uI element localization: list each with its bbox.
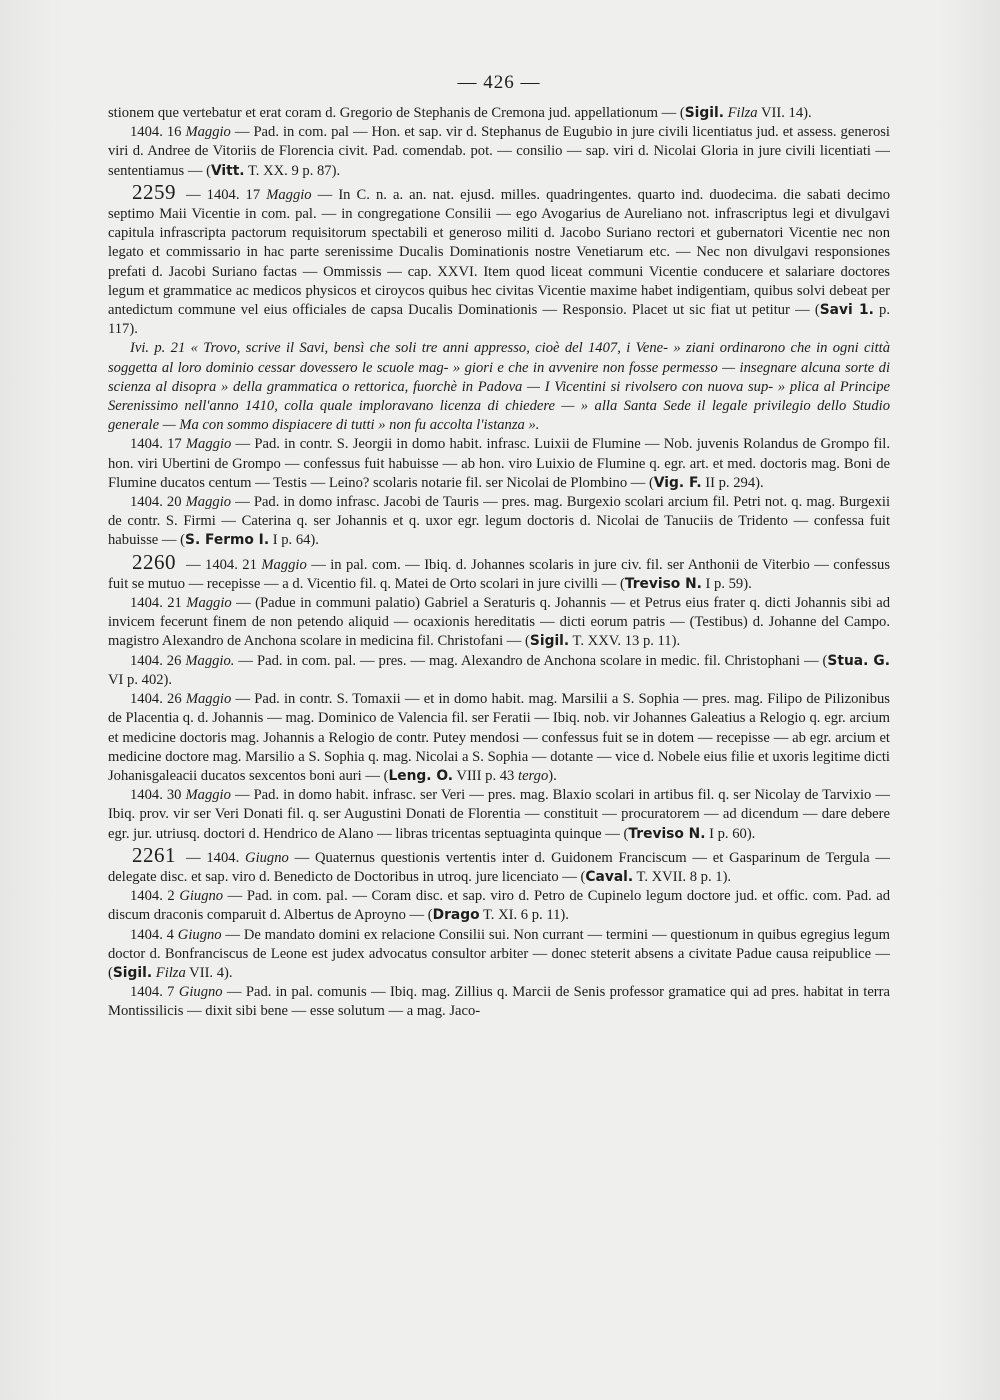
paragraph-text: 1404. 21 Maggio — (Padue in communi palatio) Gabriel a Seraturis q. Johannis — et Petrus eius frater q. dicti Johannis sibi ad invicem fecerunt finem de non petendo aliquid — ocaxionis hereditatis — dicti eorum patris — (Testibus) d. Johanne del Campo. magistro Alexandro de Anchona scolare in medicina fil. Christofani — (Sigil. T. XXV. 13 p. 11).	[108, 595, 890, 650]
paragraph	[108, 887, 890, 925]
paragraph-text: 1404. 26 Maggio — Pad. in contr. S. Tomaxii — et in domo habit. mag. Marsilii a S. Sophia — pres. mag. Filipo de Pilizonibus de Placentia q. d. Johannis — mag. Dominico de Valencia fil. ser Feratii — Ibiq. nob. vir Johannes Galeatius a Relogio q. egr. arcium et medicine doctoris mag. Johannis a Relogio de contr. Putey mendosi — confessus fuit se in dotem — recepisse — ab egr. arcium et medicine doctore mag. Marsilio a S. Sophia q. mag. Nicolai a S. Sophia — dotante — vice d. Nobele eius filie et uxoris legitime dicti Johanisgaleacii ducatos sexcentos boni auri — (Leng. O. VIII p. 43 tergo).	[108, 691, 890, 784]
paragraph-text: — 1404. Giugno — Quaternus questionis vertentis inter d. Guidonem Franciscum — et Gasparinum de Tergula — delegate disc. et sap. viro d. Benedicto de Doctoribus in utroq. jure licenciato — (Caval. T. XVII. 8 p. 1).	[108, 849, 890, 885]
paragraph	[108, 339, 890, 435]
paragraph	[108, 690, 890, 786]
paragraph	[108, 786, 890, 844]
page-number: — 426 —	[457, 72, 541, 93]
paragraph	[108, 926, 890, 984]
paragraph-text: stionem que vertebatur et erat coram d. Gregorio de Stephanis de Cremona jud. appellationum — (Sigil. Filza VII. 14).	[108, 105, 812, 121]
document-number: 2260	[132, 549, 176, 574]
paragraph-text: — 1404. 17 Maggio — In C. n. a. an. nat. ejusd. milles. quadringentes. quarto ind. duodecima. die sabati decimo septimo Maii Vicentie in com. pal. — in congregatione Consilii — ego Avogarius de Aureliano not. infrascriptus legi et divulgavi capitula infrascripta pactorum requisitorum spectabili et generoso militi d. Jacobo Suriano rectori et gubernatori Vicentie nec non legato et commissario in hac parte serenissime Ducalis Dominationis nostre Venetiarum etc. — Nec non divulgavi responsiones prefati d. Jacobi Suriano factas — Ommissis — cap. XXVI. Item quod liceat communi Vicentie conducere et salariare doctores legum et grammatice ac medicos physicos et ciroycos quibus hec civitas Vicentie maxime habet indigentiam, quibus solvi debeat per antedictum commune vel eius officiales de capsa Ducalis Dominationis — Responsio. Placet ut sic fiat ut petitur — (Savi 1. p. 117).	[108, 186, 891, 338]
paragraph-text: 1404. 17 Maggio — Pad. in contr. S. Jeorgii in domo habit. infrasc. Luixii de Flumine — Nob. juvenis Rolandus de Grompo fil. hon. viri Ubertini de Grompo — confessus fuit habuisse — ab hon. viro Luixio de Flumine q. egr. art. et med. doctoris mag. Boni de Flumine ducatos centum — Testis — Leino? scolaris notarie fil. ser Nicolai de Plombino — (Vig. F. II p. 294).	[108, 436, 890, 491]
document-number: 2261	[132, 842, 176, 867]
paragraph-text: 1404. 26 Maggio. — Pad. in com. pal. — pres. — mag. Alexandro de Anchona scolare in medic. fil. Christophani — (Stua. G. VI p. 402).	[108, 652, 891, 688]
paragraph	[108, 104, 890, 123]
paragraph-text: 1404. 4 Giugno — De mandato domini ex relacione Consilii sui. Non currant — termini — questionum in quibus egregius legum doctor d. Bonfranciscus de Leone est judex advocatus consultor arbiter — donec steterit absens a civitate Padue causa reipublice — (Sigil. Filza VII. 4).	[108, 926, 890, 981]
document-entry-2260	[108, 549, 891, 594]
document-entry-2259	[108, 179, 891, 340]
paragraph	[108, 983, 890, 1021]
paragraph	[108, 594, 890, 652]
document-entry-2261	[108, 842, 890, 887]
paragraph-text: 1404. 16 Maggio — Pad. in com. pal — Hon. et sap. vir d. Stephanus de Eugubio in jure civili licentiatus jud. et assess. generosi viri d. Andree de Vitoriis de Florencia civit. Pad. comendab. pot. — consilio — sap. viri d. Nicolai Gloria in jure civili licentiati — sententiamus — (Vitt. T. XX. 9 p. 87).	[108, 124, 890, 179]
paragraph	[108, 435, 890, 493]
paragraph	[108, 123, 890, 181]
document-body	[108, 104, 890, 1022]
document-number: 2259	[132, 179, 176, 204]
paragraph-text: 1404. 2 Giugno — Pad. in com. pal. — Coram disc. et sap. viro d. Petro de Cupinelo legum doctore jud. et offic. com. Pad. ad discum draconis comparuit d. Albertus de Aproyno — (Drago T. XI. 6 p. 11).	[108, 888, 890, 924]
paragraph	[108, 493, 890, 551]
paragraph-text: 1404. 7 Giugno — Pad. in pal. comunis — Ibiq. mag. Zillius q. Marcii de Senis professor gramatice qui ad pres. habitat in terra Montissilicis — dixit sibi bene — esse solutum — a mag. Jaco-	[108, 984, 890, 1020]
paragraph-text: — 1404. 21 Maggio — in pal. com. — Ibiq. d. Johannes scolaris in jure civ. fil. ser Anthonii de Viterbio — confessus fuit se mutuo — recepisse — a d. Vicentio fil. q. Matei de Orto scolari in jure civilli — (Treviso N. I p. 59).	[108, 556, 891, 592]
paragraph-text: Ivi. p. 21 « Trovo, scrive il Savi, bensì che soli tre anni appresso, cioè del 1407, i Vene- » ziani ordinarono che in ogni città soggetta al loro dominio cessar dovessero le scuole mag- » giori e che in avvenire non fosse permesso — insegnare alcuna sorte di scienza al disopra » della grammatica o rettorica, fuorchè in Padova — I Vicentini si rivolsero con nuova sup- » plica al Principe Serenissimo nell'anno 1410, colla quale imploravano licenza di chiedere — » alla Santa Sede il legale privilegio dello Studio generale — Ma con sommo dispiacere di tutti » non fu accolta l'istanza ».	[108, 340, 890, 434]
paragraph	[108, 652, 890, 690]
paragraph-text: 1404. 30 Maggio — Pad. in domo habit. infrasc. ser Veri — pres. mag. Blaxio scolari in artibus fil. q. ser Nicolay de Tarvixio — Ibiq. prov. vir ser Veri Donati fil. q. ser Augustini Donati de Florentia — constituit — procuratorem — ad dicendum — dare debere egr. jur. utriusq. doctori d. Hendrico de Alano — libras tricentas septuaginta quinque — (Treviso N. I p. 60).	[108, 787, 890, 842]
paragraph-text: 1404. 20 Maggio — Pad. in domo infrasc. Jacobi de Tauris — pres. mag. Burgexio scolari arcium fil. Petri not. q. mag. Burgexii de contr. S. Firmi — Caterina q. ser Johannis et q. uxor egr. legum doctoris d. Nicolai de Tanuciis de Tridento — confessa fuit habuisse — (S. Fermo I. I p. 64).	[108, 494, 891, 549]
